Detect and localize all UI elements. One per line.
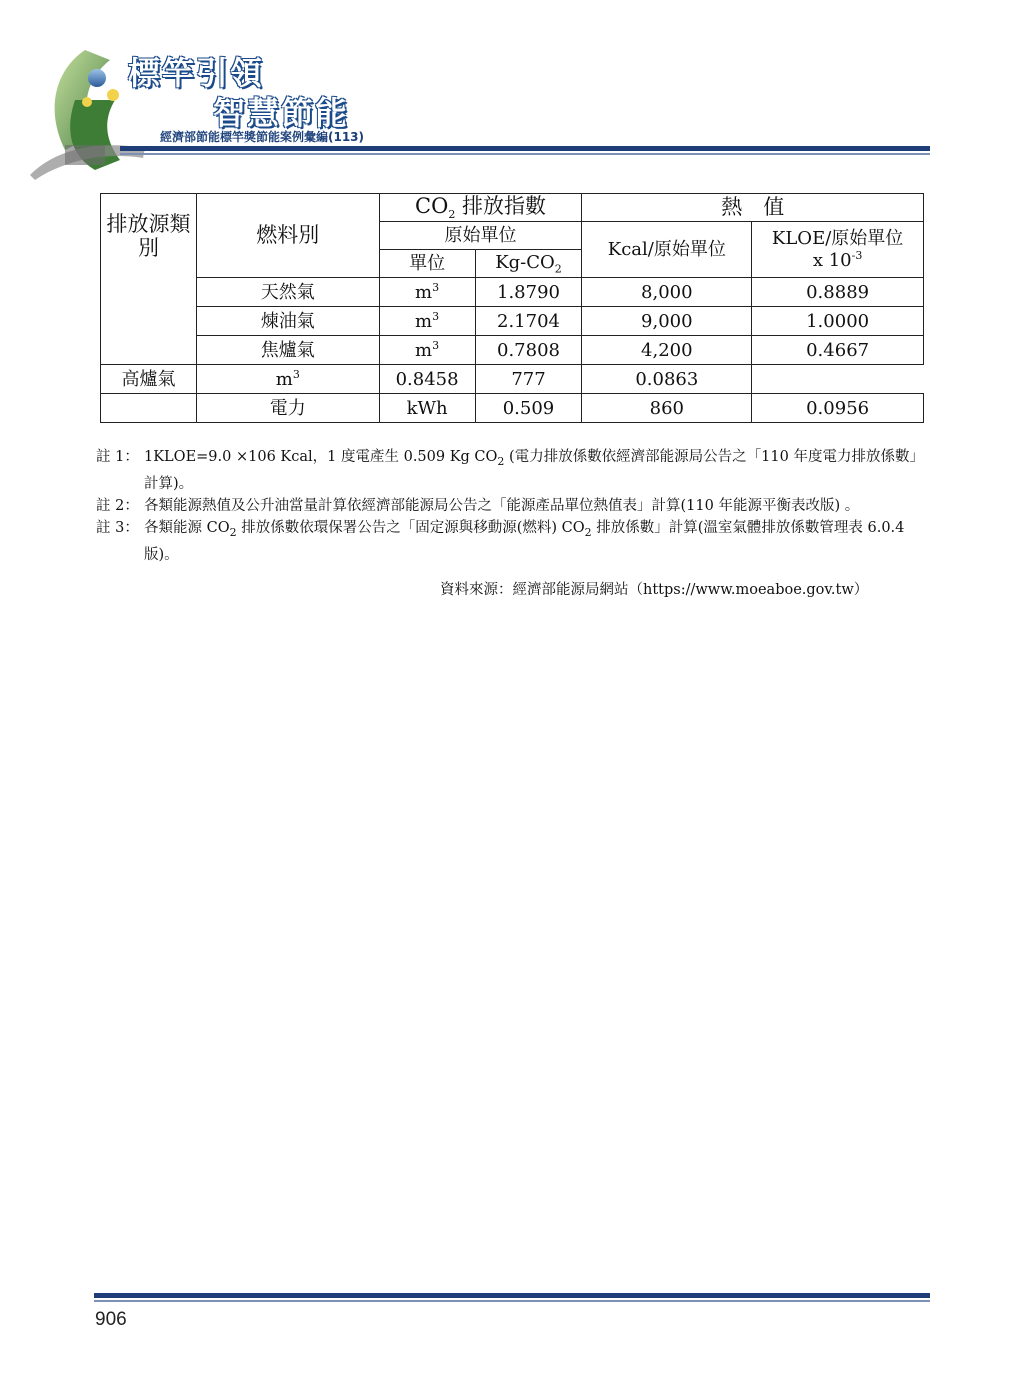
cell-kloe: 0.0863 — [582, 365, 752, 394]
cell-kloe: 0.0956 — [752, 394, 924, 423]
cell-kgco2: 2.1704 — [475, 307, 582, 336]
emission-table — [100, 193, 924, 423]
cell-fuel: 煉油氣 — [196, 307, 379, 336]
cell-fuel: 焦爐氣 — [196, 336, 379, 365]
header-rule-thin — [120, 153, 930, 155]
cell-kcal: 4,200 — [582, 336, 752, 365]
cell-kcal: 9,000 — [582, 307, 752, 336]
header-heat-value: 熱 值 — [582, 194, 924, 222]
cell-unit: $m^3$ — [379, 336, 475, 365]
header-rule — [120, 146, 930, 151]
note-label: 註 1： — [96, 449, 139, 465]
header-kloe: KLOE/原始單位 x $10^{-3}$ — [752, 222, 924, 278]
cell-unit: $m^3$ — [196, 365, 379, 394]
header-source-category: 排放源類別 — [101, 194, 197, 365]
header-unit: 單位 — [379, 250, 475, 278]
cell-kgco2: 0.8458 — [379, 365, 475, 394]
cell-kloe: 1.0000 — [752, 307, 924, 336]
note-label: 註 3： — [96, 519, 139, 536]
cell-fuel: 天然氣 — [196, 278, 379, 307]
table-row — [101, 278, 924, 307]
cell-kcal: 777 — [475, 365, 582, 394]
cell-kgco2: 1.8790 — [475, 278, 582, 307]
header-kgco2: $Kg-CO_2$ — [475, 250, 582, 278]
header-fuel: 燃料別 — [196, 194, 379, 278]
cell-kcal: 8,000 — [582, 278, 752, 307]
cell-unit: $m^3$ — [379, 307, 475, 336]
cell-unit: kWh — [379, 394, 475, 423]
cell-fuel: 電力 — [196, 394, 379, 423]
header-original-unit: 原始單位 — [379, 222, 582, 250]
note-label: 註 2： — [96, 497, 139, 514]
note-3: 註 3： 各類能源 $CO_2$ 排放係數依環保署公告之「固定源與移動源(燃料) $CO_2$ 排放係數」計算(溫室氣體排放係數管理表 6.0.4 版)。 — [96, 517, 932, 566]
cell-empty — [101, 394, 197, 423]
footer-rule — [94, 1293, 930, 1298]
header-subtitle: 經濟部節能標竿獎節能案例彙編(113) — [160, 130, 365, 144]
table-row — [101, 307, 924, 336]
logo-text-line1: 標竿引領 — [128, 54, 265, 92]
note-2: 註 2： 各類能源熱值及公升油當量計算依經濟部能源局公告之「能源產品單位熱值表」計算(110 年能源平衡表改版) 。 — [96, 495, 932, 517]
source-citation: 資料來源：經濟部能源局網站（https://www.moeaboe.gov.tw） — [440, 582, 869, 598]
cell-kloe: 0.4667 — [752, 336, 924, 365]
note-1: 註 1： 1KLOE=9.0 ×106 Kcal，1 度電產生 0.509 Kg $CO_2$ (電力排放係數依經濟部能源局公告之「110 年度電力排放係數」計算)。 — [96, 446, 932, 495]
cell-fuel: 高爐氣 — [101, 365, 197, 394]
logo-text-line2: 智慧節能 — [213, 94, 350, 132]
notes — [96, 446, 932, 566]
page-number: 906 — [95, 1309, 127, 1330]
cell-kcal: 860 — [582, 394, 752, 423]
cell-unit: $m^3$ — [379, 278, 475, 307]
footer-rule-thin — [94, 1300, 930, 1302]
page-header — [0, 0, 1024, 190]
header-kcal: Kcal/原始單位 — [582, 222, 752, 278]
cell-kgco2: 0.7808 — [475, 336, 582, 365]
table-row — [101, 365, 924, 394]
table-row — [101, 336, 924, 365]
header-co2-index: $CO_2$ 排放指數 — [379, 194, 582, 222]
cell-kgco2: 0.509 — [475, 394, 582, 423]
cell-kloe: 0.8889 — [752, 278, 924, 307]
table-row — [101, 394, 924, 423]
